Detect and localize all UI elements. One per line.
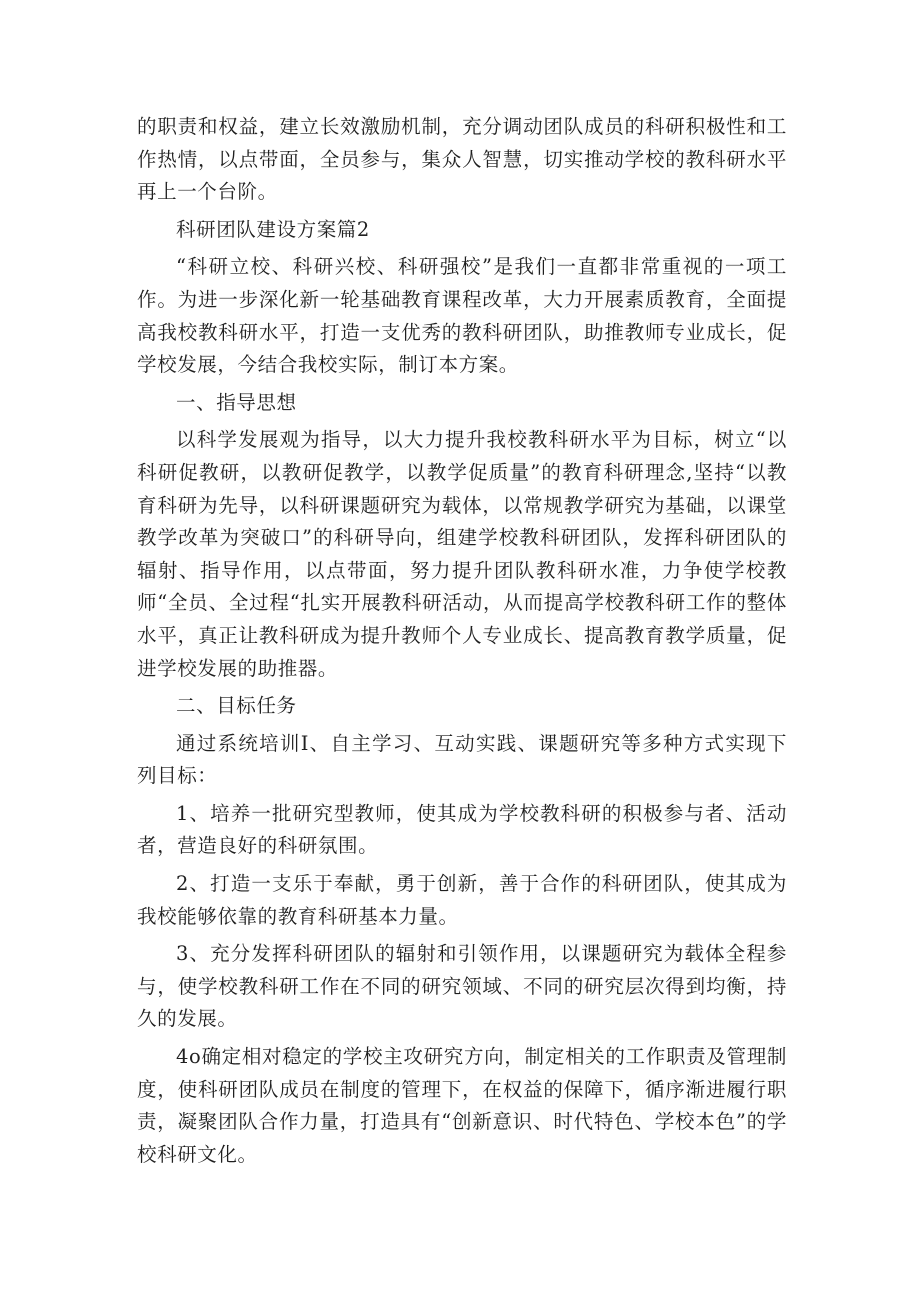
paragraph-guiding-thought: 以科学发展观为指导，以大力提升我校教科研水平为目标，树立“以科研促教研，以教研促教学，以教学促质量”的教育科研理念,坚持“以教育科研为先导，以科研课题研究为载体，以常规教学研究为基础，以课堂教学改革为突破口”的科研导向，组建学校教科研团队，发挥科研团队的辐射、指导作用，以点带面，努力提升团队教科研水准，力争使学校教师“全员、全过程“扎实开展教科研活动，从而提高学校教科研工作的整体水平，真正让教科研成为提升教师个人专业成长、提高教育教学质量，促进学校发展的助推器。	[137, 428, 787, 680]
paragraph-goal-3: 3、充分发挥科研团队的辐射和引领作用，以课题研究为载体全程参与，使学校教科研工作在不同的研究领域、不同的研究层次得到均衡，持久的发展。	[137, 942, 787, 1031]
paragraph-continuation: 的职责和权益，建立长效激励机制，充分调动团队成员的科研积极性和工作热情，以点带面，全员参与，集众人智慧，切实推动学校的教科研水平再上一个台阶。	[137, 115, 787, 204]
section-title-plan-2: 科研团队建设方案篇2	[176, 217, 370, 241]
paragraph-goal-1: 1、培养一批研究型教师，使其成为学校教科研的积极参与者、活动者，营造良好的科研氛围。	[137, 801, 787, 858]
heading-goals-tasks: 二、目标任务	[176, 694, 297, 718]
paragraph-goals-intro: 通过系统培训I、自主学习、互动实践、课题研究等多种方式实现下列目标：	[137, 731, 787, 788]
paragraph-goal-2: 2、打造一支乐于奉献，勇于创新，善于合作的科研团队，使其成为我校能够依靠的教育科研基本力量。	[137, 872, 787, 928]
paragraph-goal-4: 4o确定相对稳定的学校主攻研究方向，制定相关的工作职责及管理制度，使科研团队成员在制度的管理下，在权益的保障下，循序渐进履行职责，凝聚团队合作力量，打造具有“创新意识、时代特色、学校本色”的学校科研文化。	[137, 1045, 787, 1166]
paragraph-intro: “科研立校、科研兴校、科研强校”是我们一直都非常重视的一项工作。为进一步深化新一轮基础教育课程改革，大力开展素质教育，全面提高我校教科研水平，打造一支优秀的教科研团队，助推教师专业成长，促学校发展，今结合我校实际，制订本方案。	[137, 255, 787, 377]
heading-guiding-thought: 一、指导思想	[176, 390, 297, 414]
document-body	[137, 111, 787, 1176]
